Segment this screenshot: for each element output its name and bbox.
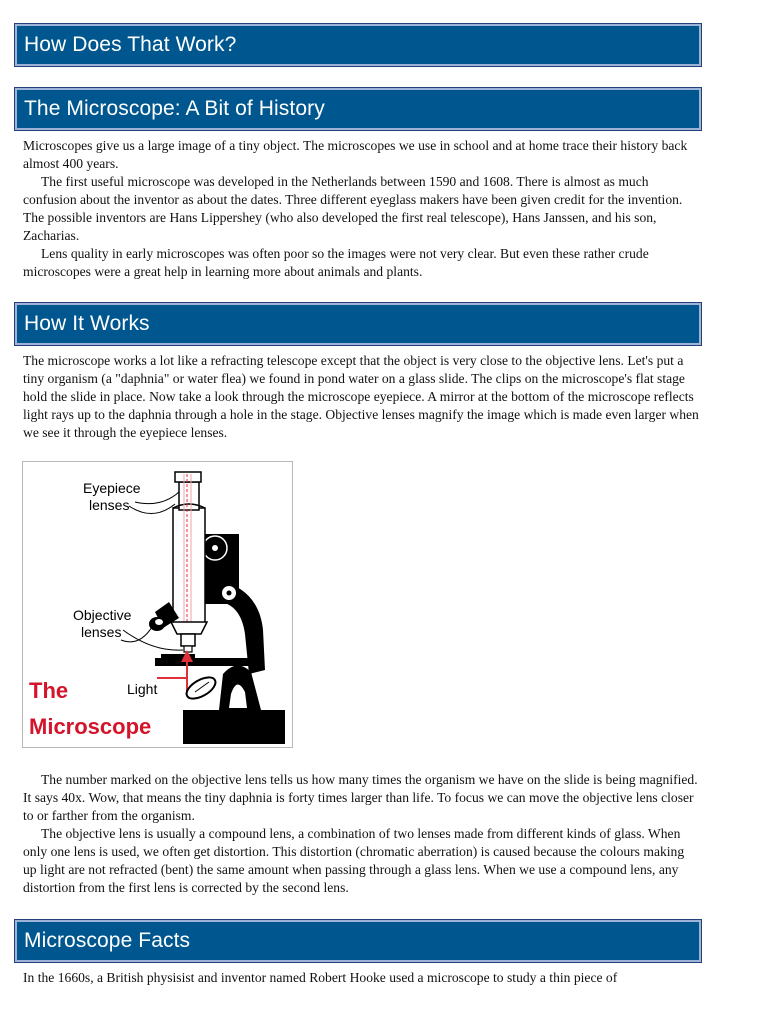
- section-header-how-it-works: [15, 303, 701, 345]
- section-header-history: [15, 88, 701, 130]
- knob-center: [212, 545, 218, 551]
- section-title: The Microscope: A Bit of History: [24, 97, 325, 120]
- eyepiece-leader-line: [129, 504, 175, 514]
- eyepiece-cap: [175, 472, 201, 482]
- body-tube: [173, 508, 205, 624]
- microscope-illustration: [23, 462, 292, 747]
- facts-text: [23, 969, 701, 987]
- paragraph: The microscope works a lot like a refracting telescope except that the object is very close to the objective lens. Let's put a tiny organism (a "daphnia" or water flea) we found in pond water on a glass slide. The clips on the microscope's flat stage hold the slide in place. Now take a look through the microscope eyepiece. A mirror at the bottom of the microscope reflects light rays up to the daphnia through a hole in the stage. Objective lenses magnify the image which is made even larger when we see it through the eyepiece lenses.: [23, 353, 699, 440]
- microscope-diagram: [22, 461, 293, 748]
- eyepiece-tube: [179, 482, 199, 510]
- paragraph: The first useful microscope was developed in the Netherlands between 1590 and 1608. There is almost as much confusion about the inventor as about the dates. Three different eyeglass makers have been given credit for the invention. The possible inventors are Hans Lippershey (who also developed the first real telescope), Hans Janssen, and his son, Zacharias.: [23, 174, 683, 243]
- eyepiece-label: Eyepiece: [83, 480, 141, 496]
- paragraph: Microscopes give us a large image of a tiny object. The microscopes we use in school and at home trace their history back almost 400 years.: [23, 138, 688, 171]
- section-title: How It Works: [24, 312, 150, 335]
- how-it-works-text: [23, 352, 701, 442]
- objective-label: Objective: [73, 607, 132, 623]
- paragraph: Lens quality in early microscopes was often poor so the images were not very clear. But even these rather crude microscopes were a great help in learning more about animals and plants.: [23, 246, 649, 279]
- section-title: Microscope Facts: [24, 929, 191, 952]
- paragraph: The objective lens is usually a compound lens, a combination of two lenses made from different kinds of glass. When only one lens is used, we often get distortion. This distortion (chromatic aberration) is caused because the colours making up light are not refracted (bent) the same amount when passing through a glass lens. When we use a compound lens, any distortion from the first lens is corrected by the second lens.: [23, 826, 685, 895]
- knob-center: [227, 591, 232, 596]
- figure-title: The: [29, 678, 69, 703]
- section-title: How Does That Work?: [24, 33, 237, 56]
- how-it-works-text-continued: [23, 771, 701, 897]
- figure-title: Microscope: [29, 714, 152, 739]
- objective-lens: [181, 634, 195, 646]
- microscope-stage: [155, 658, 261, 666]
- objective-tip: [184, 646, 192, 652]
- nosepiece: [171, 622, 207, 634]
- objective-leader-line: [123, 630, 183, 650]
- paragraph: The number marked on the objective lens tells us how many times the organism we have on the slide is being magnified. It says 40x. Wow, that means the tiny daphnia is forty times larger than life. To focus we can move the objective lens closer to or farther from the organism.: [23, 772, 698, 823]
- eyepiece-leader-line: [135, 492, 179, 504]
- paragraph: In the 1660s, a British physisist and inventor named Robert Hooke used a microscope to study a thin piece of: [23, 970, 618, 985]
- section-header-how-does-that-work: [15, 24, 701, 66]
- section-header-microscope-facts: [15, 920, 701, 962]
- objective-label: lenses: [81, 624, 122, 640]
- history-text: [23, 137, 701, 281]
- eyepiece-label: lenses: [89, 497, 130, 513]
- lens-highlight: [155, 619, 163, 625]
- light-label: Light: [127, 681, 158, 697]
